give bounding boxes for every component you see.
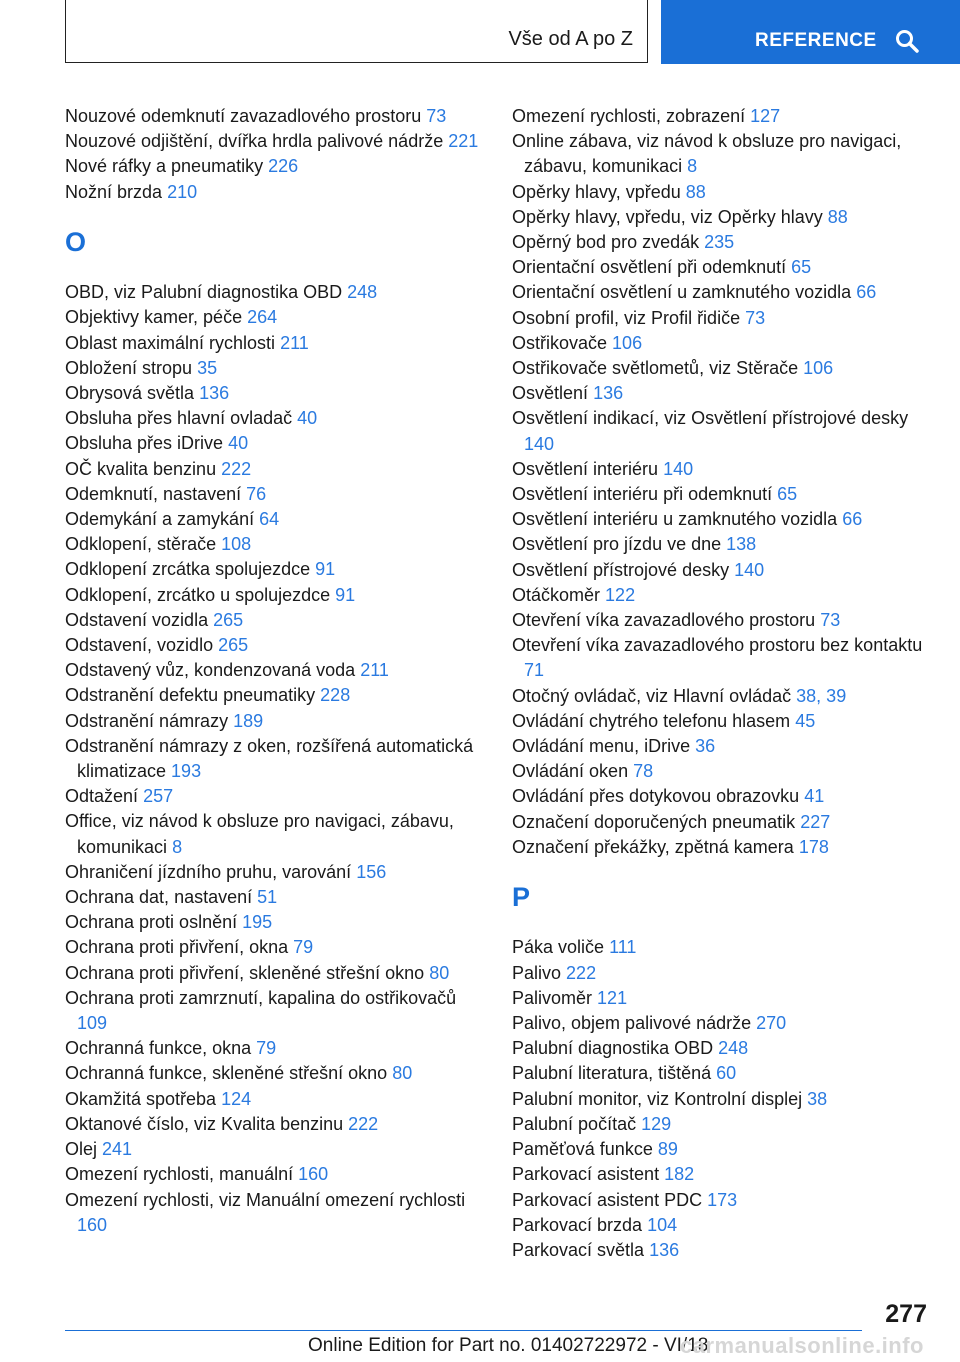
index-entry	[512, 1137, 932, 1162]
page-reference-link[interactable]: 73	[745, 307, 766, 328]
page-reference-link[interactable]: 40	[297, 408, 318, 429]
page-reference-link[interactable]: 138	[726, 534, 757, 555]
index-entry	[512, 1036, 932, 1061]
page-reference-link[interactable]: 104	[647, 1214, 678, 1235]
index-entry	[65, 305, 485, 330]
index-entry-text: Odstavení, vozidlo	[65, 635, 214, 656]
index-entry-text: Odstavení vozidla	[65, 609, 209, 630]
page-reference-link[interactable]: 109	[77, 1013, 108, 1034]
page-reference-link[interactable]: 178	[798, 836, 829, 857]
index-entry	[65, 658, 485, 683]
index-column-left	[65, 104, 485, 1238]
page-reference-link[interactable]: 66	[856, 282, 877, 303]
section-gap	[65, 205, 485, 230]
page-reference-link[interactable]: 222	[348, 1113, 379, 1134]
index-entry-text: Ovládání přes dotykovou obrazovku	[512, 786, 800, 807]
page-reference-link[interactable]: 222	[221, 458, 252, 479]
index-entry	[512, 255, 932, 280]
footer-rule	[65, 1330, 862, 1331]
index-entry	[512, 1112, 932, 1137]
index-entry-text: Otočný ovládač, viz Hlavní ovládač	[512, 685, 792, 706]
reference-tab-label: REFERENCE	[755, 30, 877, 51]
index-entry	[512, 507, 932, 532]
index-entry-text: Obsluha přes hlavní ovladač	[65, 408, 293, 429]
page-reference-link[interactable]: 210	[167, 181, 198, 202]
index-entry-text: Orientační osvětlení u zamknutého vozidla	[512, 282, 852, 303]
index-entry-text: Otevření víka zavazadlového prostoru bez kontaktu	[512, 635, 923, 656]
index-entry	[65, 557, 485, 582]
index-entry-text: Osobní profil, viz Profil řidiče	[512, 307, 741, 328]
index-entry	[512, 482, 932, 507]
search-icon[interactable]	[895, 29, 919, 58]
index-entry	[65, 683, 485, 708]
page-reference-link[interactable]: 80	[392, 1063, 413, 1084]
index-entry	[512, 205, 932, 230]
index-entry-text: Palubní počítač	[512, 1113, 637, 1134]
index-entry-text: Palivo, objem palivové nádrže	[512, 1013, 752, 1034]
index-entry-text: Ochrana proti oslnění	[65, 912, 238, 933]
page-reference-link[interactable]: 173	[707, 1189, 738, 1210]
index-entry-text: Palubní literatura, tištěná	[512, 1063, 712, 1084]
index-entry-text: Ostřikovače	[512, 332, 608, 353]
page-reference-link[interactable]: 160	[77, 1214, 108, 1235]
index-entry-text: Nouzové odjištění, dvířka hrdla palivové nádrže	[65, 131, 444, 152]
index-entry	[512, 810, 932, 835]
index-entry-text: Obrysová světla	[65, 383, 195, 403]
page-reference-link[interactable]: 108	[221, 534, 252, 555]
index-entry-text: Obsluha přes iDrive	[65, 433, 224, 454]
index-entry-text: Orientační osvětlení při odemknutí	[512, 257, 787, 278]
index-entry-text: Obložení stropu	[65, 357, 193, 378]
page-reference-link[interactable]: 221	[448, 131, 479, 152]
page-reference-link[interactable]: 248	[718, 1038, 749, 1059]
index-entry-text: Osvětlení indikací, viz Osvětlení přístrojové desky	[512, 408, 909, 429]
index-entry-text: Odstranění námrazy	[65, 710, 229, 731]
page-reference-link[interactable]: 193	[171, 761, 202, 782]
index-entry-text: Odemknutí, nastavení	[65, 483, 242, 504]
page-reference-link[interactable]: 91	[315, 559, 336, 580]
section-title: Vše od A po Z	[508, 28, 633, 50]
page-reference-link[interactable]: 66	[842, 509, 863, 530]
index-entry-text: Označení doporučených pneumatik	[512, 811, 796, 832]
page-reference-link[interactable]: 129	[641, 1113, 672, 1134]
watermark: carmanualsonline.info	[680, 1333, 924, 1358]
index-entry	[512, 230, 932, 255]
index-entry	[65, 885, 485, 910]
page-reference-link[interactable]: 8	[172, 836, 183, 857]
index-entry-text: OČ kvalita benzinu	[65, 458, 217, 479]
page-reference-link[interactable]: 73	[426, 106, 447, 126]
page-reference-link[interactable]: 51	[257, 887, 278, 908]
page-reference-link[interactable]: 265	[218, 635, 249, 656]
index-entry-text: Ochrana dat, nastavení	[65, 887, 253, 908]
page-reference-link[interactable]: 265	[213, 609, 244, 630]
index-entry	[65, 1112, 485, 1137]
index-entry	[512, 935, 932, 960]
index-entry-text: Opěrky hlavy, vpředu, viz Opěrky hlavy	[512, 206, 823, 227]
index-entry-text: Palivo	[512, 962, 562, 983]
index-entry	[512, 583, 932, 608]
page-reference-link[interactable]: 228	[320, 685, 351, 706]
index-entry	[65, 1061, 485, 1086]
index-entry-text: Odklopení, zrcátko u spolujezdce	[65, 584, 331, 605]
page-reference-link[interactable]: 38	[807, 1088, 828, 1109]
index-entry-text: Odklopení zrcátka spolujezdce	[65, 559, 311, 580]
page-reference-link[interactable]: 73	[820, 610, 841, 631]
index-letter-heading: O	[65, 227, 87, 257]
page-reference-link[interactable]: 127	[750, 106, 781, 126]
page-reference-link[interactable]: 78	[633, 761, 654, 782]
index-entry	[512, 306, 932, 331]
index-entry-text: Otevření víka zavazadlového prostoru	[512, 610, 816, 631]
index-entry-text: Odstranění námrazy z oken, rozšířená automatická klimatizace	[65, 735, 474, 782]
index-entry-text: Palivoměr	[512, 987, 593, 1008]
page-reference-link[interactable]: 79	[256, 1038, 277, 1059]
index-entry-text: Palubní monitor, viz Kontrolní displej	[512, 1088, 803, 1109]
index-entry-text: Ovládání oken	[512, 761, 629, 782]
index-entry	[65, 356, 485, 381]
index-entry	[512, 104, 932, 129]
index-letter-heading: P	[512, 882, 531, 913]
index-entry-text: Online zábava, viz návod k obsluze pro navigaci, zábavu, komunikaci	[512, 131, 902, 177]
footer-text: Online Edition for Part no. 01402722972 - VI/18	[308, 1335, 709, 1356]
index-entry	[65, 154, 485, 179]
section-gap	[512, 910, 932, 935]
page-reference-link[interactable]: 106	[612, 332, 643, 353]
index-entry	[65, 709, 485, 734]
index-entry-text: Oblast maximální rychlosti	[65, 332, 276, 353]
page-reference-link[interactable]: 89	[657, 1139, 678, 1160]
page-reference-link[interactable]: 35	[197, 357, 218, 378]
index-entry-text: Osvětlení interiéru u zamknutého vozidla	[512, 509, 838, 530]
page-reference-link[interactable]: 257	[143, 786, 174, 807]
index-entry-text: Palubní diagnostika OBD	[512, 1038, 714, 1059]
index-entry	[65, 457, 485, 482]
index-entry-text: Nové ráfky a pneumatiky	[65, 156, 264, 177]
index-entry	[65, 280, 485, 305]
index-entry-text: Ochrana proti přivření, skleněné střešní okno	[65, 962, 425, 983]
page-reference-link[interactable]: 38, 39	[796, 685, 847, 706]
page-reference-link[interactable]: 160	[298, 1164, 329, 1185]
page-reference-link[interactable]: 248	[347, 282, 378, 303]
index-entry-text: Odemykání a zamykání	[65, 509, 255, 530]
index-entry	[512, 457, 932, 482]
page-reference-link[interactable]: 71	[524, 660, 545, 681]
index-entry-text: Omezení rychlosti, manuální	[65, 1164, 294, 1185]
page-reference-link[interactable]: 211	[360, 660, 389, 681]
page-reference-link[interactable]: 65	[777, 484, 798, 505]
index-entry	[512, 558, 932, 583]
index-entry-text: Odstranění defektu pneumatiky	[65, 685, 316, 706]
index-entry-text: Parkovací asistent PDC	[512, 1189, 703, 1210]
index-entry	[65, 1087, 485, 1112]
page-reference-link[interactable]: 122	[605, 584, 636, 605]
index-entry-text: Ohraničení jízdního pruhu, varování	[65, 861, 352, 882]
page-reference-link[interactable]: 91	[335, 584, 356, 605]
index-entry-text: Objektivy kamer, péče	[65, 307, 243, 328]
page-reference-link[interactable]: 88	[827, 206, 848, 227]
page-reference-link[interactable]: 136	[593, 383, 624, 404]
page-reference-link[interactable]: 264	[247, 307, 278, 328]
index-entry-text: Omezení rychlosti, viz Manuální omezení rychlosti	[65, 1189, 466, 1210]
index-entry-text: Osvětlení	[512, 383, 589, 404]
index-entry-text: Ovládání chytrého telefonu hlasem	[512, 710, 791, 731]
index-entry	[65, 784, 485, 809]
index-entry	[512, 1238, 932, 1263]
index-entry	[512, 709, 932, 734]
page-reference-link[interactable]: 222	[566, 962, 597, 983]
index-entry	[512, 406, 932, 456]
page-reference-link[interactable]: 80	[429, 962, 450, 983]
index-entry	[512, 684, 932, 709]
index-entry	[512, 986, 932, 1011]
index-entry-text: Ochrana proti přivření, okna	[65, 937, 289, 958]
reference-tab[interactable]	[661, 0, 960, 64]
index-entry	[65, 809, 485, 859]
page-reference-link[interactable]: 64	[259, 509, 280, 530]
index-entry	[65, 860, 485, 885]
index-entry-text: Olej	[65, 1139, 98, 1160]
page-reference-link[interactable]: 211	[280, 332, 309, 353]
index-entry	[65, 381, 485, 406]
index-entry	[512, 759, 932, 784]
index-entry	[65, 104, 485, 129]
index-entry-text: Ochranná funkce, skleněné střešní okno	[65, 1063, 388, 1084]
page-reference-link[interactable]: 270	[756, 1013, 787, 1034]
page-reference-link[interactable]: 140	[663, 458, 694, 479]
page-reference-link[interactable]: 140	[734, 559, 765, 580]
page-reference-link[interactable]: 241	[102, 1139, 133, 1160]
page-reference-link[interactable]: 36	[695, 736, 716, 757]
index-entry-text: Otáčkoměr	[512, 584, 601, 605]
index-entry-text: Okamžitá spotřeba	[65, 1088, 217, 1109]
page-reference-link[interactable]: 136	[199, 383, 230, 403]
index-entry	[65, 532, 485, 557]
index-entry	[65, 507, 485, 532]
index-entry-text: Osvětlení přístrojové desky	[512, 559, 730, 580]
index-entry	[512, 961, 932, 986]
index-entry	[512, 734, 932, 759]
index-entry-text: Odtažení	[65, 786, 139, 807]
index-entry	[65, 935, 485, 960]
index-entry	[65, 482, 485, 507]
page-reference-link[interactable]: 106	[803, 358, 834, 379]
page-reference-link[interactable]: 65	[791, 257, 812, 278]
index-entry	[512, 1011, 932, 1036]
page-reference-link[interactable]: 124	[221, 1088, 252, 1109]
index-entry	[512, 331, 932, 356]
index-entry	[512, 1188, 932, 1213]
index-entry-text: Ochranná funkce, okna	[65, 1038, 252, 1059]
page-reference-link[interactable]: 45	[795, 710, 816, 731]
index-entry	[65, 1188, 485, 1238]
section-header	[65, 0, 648, 63]
page-reference-link[interactable]: 60	[716, 1063, 737, 1084]
index-entry-text: Odklopení, stěrače	[65, 534, 217, 555]
index-entry	[512, 532, 932, 557]
index-entry-text: Páka voliče	[512, 937, 605, 958]
index-column-right	[512, 104, 932, 1263]
index-entry-text: Parkovací brzda	[512, 1214, 643, 1235]
page-reference-link[interactable]: 121	[597, 987, 628, 1008]
page-reference-link[interactable]: 140	[524, 433, 555, 454]
index-entry-text: Opěrky hlavy, vpředu	[512, 181, 681, 202]
index-entry-text: Office, viz návod k obsluze pro navigaci, zábavu, komunikaci	[65, 811, 454, 857]
index-entry	[65, 910, 485, 935]
page-reference-link[interactable]: 76	[246, 483, 267, 504]
index-entry-text: Nouzové odemknutí zavazadlového prostoru	[65, 106, 422, 126]
index-entry	[512, 1213, 932, 1238]
index-entry-text: Parkovací světla	[512, 1239, 645, 1260]
index-entry-text: Ostřikovače světlometů, viz Stěrače	[512, 358, 799, 379]
page-reference-link[interactable]: 156	[356, 861, 387, 882]
index-entry	[65, 583, 485, 608]
page-reference-link[interactable]: 8	[687, 156, 698, 177]
index-entry	[65, 734, 485, 784]
index-entry	[512, 129, 932, 179]
page-reference-link[interactable]: 182	[664, 1164, 695, 1185]
page-reference-link[interactable]: 136	[649, 1239, 680, 1260]
page-reference-link[interactable]: 40	[228, 433, 249, 454]
index-entry	[65, 1036, 485, 1061]
index-entry-text: Odstavený vůz, kondenzovaná voda	[65, 660, 356, 681]
index-entry-text: Paměťová funkce	[512, 1139, 653, 1160]
index-entry	[512, 835, 932, 860]
index-entry-text: Označení překážky, zpětná kamera	[512, 836, 794, 857]
index-entry	[512, 1087, 932, 1112]
section-gap	[65, 255, 485, 280]
index-entry	[512, 633, 932, 683]
index-entry-text: Ochrana proti zamrznutí, kapalina do ostřikovačů	[65, 987, 457, 1008]
index-entry	[512, 784, 932, 809]
page-number: 277	[885, 1300, 927, 1328]
index-entry-text: Parkovací asistent	[512, 1164, 660, 1185]
page-reference-link[interactable]: 79	[293, 937, 314, 958]
index-entry-text: OBD, viz Palubní diagnostika OBD	[65, 282, 343, 303]
index-entry	[65, 331, 485, 356]
page-reference-link[interactable]: 111	[609, 937, 637, 958]
index-entry-text: Oktanové číslo, viz Kvalita benzinu	[65, 1113, 344, 1134]
index-entry-text: Ovládání menu, iDrive	[512, 736, 691, 757]
index-entry-text: Omezení rychlosti, zobrazení	[512, 106, 746, 126]
index-entry	[65, 1162, 485, 1187]
page-reference-link[interactable]: 235	[704, 232, 735, 253]
index-entry	[65, 431, 485, 456]
index-entry	[65, 961, 485, 986]
index-entry	[65, 633, 485, 658]
index-entry	[512, 180, 932, 205]
index-entry-text: Nožní brzda	[65, 181, 163, 202]
index-entry	[512, 1162, 932, 1187]
section-gap	[512, 860, 932, 885]
page-reference-link[interactable]: 88	[685, 181, 706, 202]
page-reference-link[interactable]: 189	[233, 710, 264, 731]
index-entry-text: Opěrný bod pro zvedák	[512, 232, 700, 253]
index-entry	[512, 381, 932, 406]
index-entry-text: Osvětlení interiéru při odemknutí	[512, 484, 773, 505]
index-entry	[512, 608, 932, 633]
index-entry	[65, 986, 485, 1036]
index-entry	[65, 180, 485, 205]
page-reference-link[interactable]: 227	[800, 811, 831, 832]
index-entry	[512, 280, 932, 305]
index-entry	[65, 1137, 485, 1162]
index-entry	[512, 1061, 932, 1086]
index-entry	[65, 608, 485, 633]
index-entry	[512, 356, 932, 381]
page-reference-link[interactable]: 41	[804, 786, 825, 807]
page-reference-link[interactable]: 226	[268, 156, 299, 177]
index-entry-text: Osvětlení pro jízdu ve dne	[512, 534, 722, 555]
index-entry-text: Osvětlení interiéru	[512, 458, 659, 479]
index-entry	[65, 129, 485, 154]
page-reference-link[interactable]: 195	[242, 912, 273, 933]
index-entry	[65, 406, 485, 431]
